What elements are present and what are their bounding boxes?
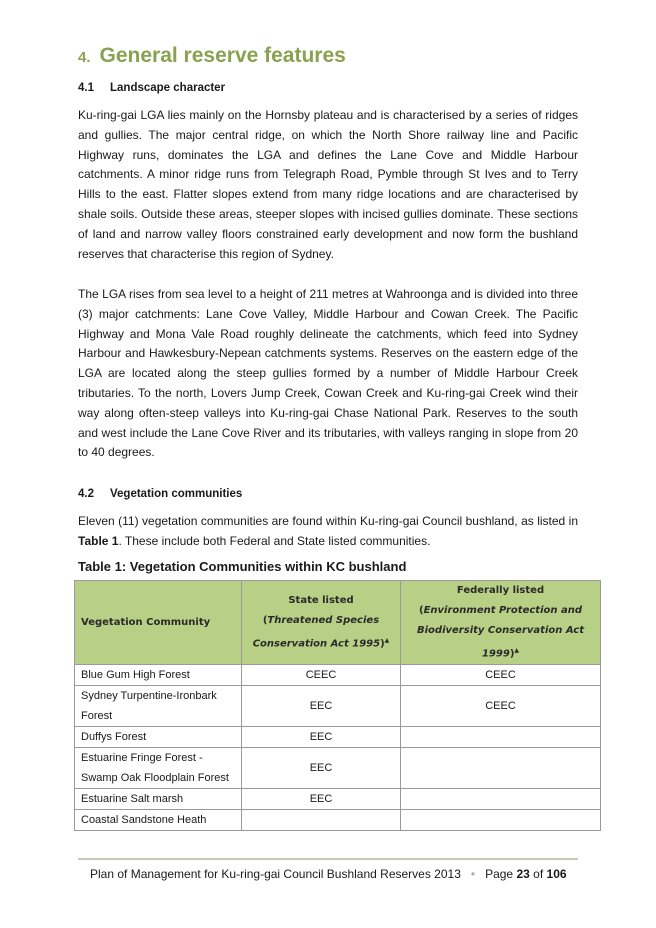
footer-divider xyxy=(78,858,578,860)
triangle-marker-icon: ▲ xyxy=(384,637,390,644)
header-label: Federally listed xyxy=(456,585,545,596)
table-header-row xyxy=(75,581,601,665)
section-heading xyxy=(78,44,346,68)
cell-federal xyxy=(401,727,601,748)
cell-federal xyxy=(401,810,601,831)
text: . These include both Federal and State listed communities. xyxy=(118,533,431,548)
cell-state: EEC xyxy=(242,789,401,810)
header-federally-listed xyxy=(401,581,601,665)
subsection-heading-4-2 xyxy=(78,488,242,500)
of-label: of xyxy=(533,867,544,881)
total-pages: 106 xyxy=(546,867,567,881)
cell-community: Sydney Turpentine-Ironbark Forest xyxy=(75,686,242,727)
cell-community: Coastal Sandstone Heath xyxy=(75,810,242,831)
paren: ( xyxy=(419,605,424,616)
footer-document-title: Plan of Management for Ku-ring-gai Council Bushland Reserves 2013 xyxy=(90,867,461,881)
cell-community: Duffys Forest xyxy=(75,727,242,748)
cell-state xyxy=(242,810,401,831)
cell-community: Estuarine Fringe Forest - Swamp Oak Floodplain Forest xyxy=(75,748,242,789)
table-row xyxy=(75,748,601,789)
subsection-number: 4.1 xyxy=(78,82,94,94)
section-number: 4. xyxy=(78,49,91,66)
table-reference-link[interactable]: Table 1 xyxy=(78,533,119,548)
paragraph-landscape-1: Ku-ring-gai LGA lies mainly on the Hornsby plateau and is characterised by a series of ridges and gullies. The major central ridge, on which the North Shore railway line and Pacific Highway runs, dominates the LGA and defines the Lane Cove and Middle Harbour catchments. A minor ridge runs from Telegraph Road, Pymble through St Ives and to Terry Hills to the east. Flatter slopes extend from many ridge locations and are characterised by shale soils. Outside these areas, steeper slopes with incised gullies dominate. These sections of land and narrow valley floors constrained early development and now form the bushland reserves that characterise this region of Sydney. xyxy=(78,108,578,261)
table-row xyxy=(75,665,601,686)
table-row xyxy=(75,789,601,810)
subsection-number: 4.2 xyxy=(78,488,94,500)
bullet-separator-icon: • xyxy=(470,867,476,881)
paragraph-vegetation xyxy=(78,512,578,552)
page-label: Page xyxy=(485,867,514,881)
cell-federal xyxy=(401,748,601,789)
cell-community: Blue Gum High Forest xyxy=(75,665,242,686)
paren: ) xyxy=(509,648,515,660)
table-row xyxy=(75,686,601,727)
section-title: General reserve features xyxy=(99,44,346,67)
page-footer xyxy=(90,867,567,881)
cell-state: CEEC xyxy=(242,665,401,686)
subsection-title: Landscape character xyxy=(110,82,226,94)
subsection-heading-4-1 xyxy=(78,82,225,94)
table-row xyxy=(75,810,601,831)
cell-state: EEC xyxy=(242,748,401,789)
cell-federal: CEEC xyxy=(401,665,601,686)
paragraph-landscape-2: The LGA rises from sea level to a height of 211 metres at Wahroonga and is divided into three (3) major catchments: Lane Cove Valley, Middle Harbour and Cowan Creek. The Pacific Highway and Mona Vale Road roughly delineate the catchments, which feed into Sydney Harbour and Hawkesbury-Nepean catchments systems. Reserves on the eastern edge of the LGA are located along the steep gullies formed by a number of Middle Harbour Creek tributaries. To the north, Lovers Jump Creek, Cowan Creek and Ku-ring-gai Creek wind their way along often-steep valleys into Ku-ring-gai Chase National Park. Reserves to the south and west include the Lane Cove River and its tributaries, with valleys ranging in slope from 20 to 40 degrees. xyxy=(78,287,578,460)
vegetation-table xyxy=(74,580,601,831)
paren: ( xyxy=(262,615,268,626)
text: Eleven (11) vegetation communities are found within Ku-ring-gai Council bushland, as listed in xyxy=(78,514,578,528)
table-row xyxy=(75,727,601,748)
paren: ) xyxy=(380,638,385,650)
cell-federal: CEEC xyxy=(401,686,601,727)
page-number: 23 xyxy=(516,867,530,881)
cell-community: Estuarine Salt marsh xyxy=(75,789,242,810)
cell-federal xyxy=(401,789,601,810)
triangle-marker-icon: ▲ xyxy=(514,647,520,654)
header-vegetation-community: Vegetation Community xyxy=(75,581,242,665)
header-label: State listed xyxy=(288,595,354,606)
act-name: Threatened Species Conservation Act 1995 xyxy=(252,615,381,650)
act-name: Environment Protection and Biodiversity Conservation Act 1999 xyxy=(417,605,584,660)
subsection-title: Vegetation communities xyxy=(110,488,243,500)
cell-state: EEC xyxy=(242,727,401,748)
header-state-listed xyxy=(242,581,401,665)
cell-state: EEC xyxy=(242,686,401,727)
table-caption: Table 1: Vegetation Communities within KC bushland xyxy=(78,559,407,574)
